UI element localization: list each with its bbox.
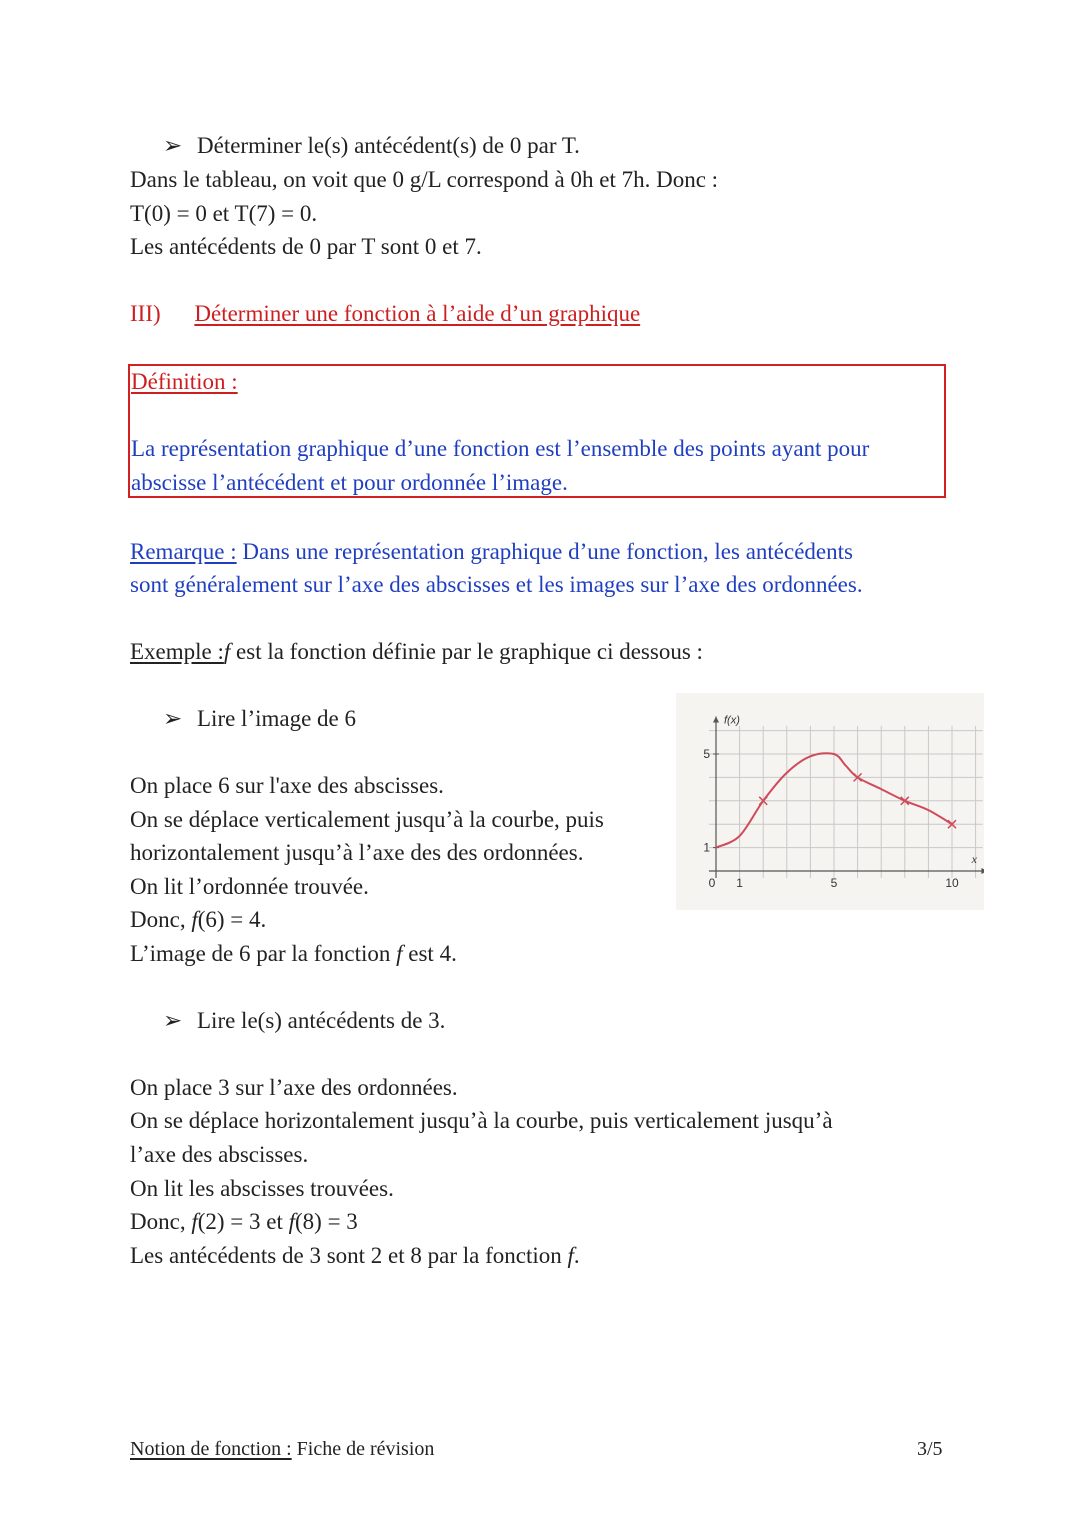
y-tick-label: 1 (703, 840, 710, 855)
y-axis-label: f(x) (724, 714, 740, 727)
function-name: f (567, 1243, 574, 1268)
paragraph-line: On se déplace horizontalement jusqu’à la courbe, puis verticalement jusqu’à (130, 1108, 833, 1133)
paragraph-line: Les antécédents de 0 par T sont 0 et 7. (130, 234, 482, 259)
x-tick-label: 1 (736, 876, 743, 890)
conclusion-prefix: L’image de 6 par la fonction (130, 941, 397, 966)
paragraph-line: On place 6 sur l'axe des abscisses. (130, 773, 444, 798)
function-name: f (191, 907, 198, 932)
conclusion-prefix: Les antécédents de 3 sont 2 et 8 par la fonction (130, 1243, 568, 1268)
function-name: f (396, 941, 403, 966)
section-title: Déterminer une fonction à l’aide d’un graphique (194, 301, 641, 326)
remark-line-1 (130, 535, 853, 569)
paragraph-line: Dans le tableau, on voit que 0 g/L correspond à 0h et 7h. Donc : (130, 167, 719, 192)
paragraph-line: horizontalement jusqu’à l’axe des des ordonnées. (130, 840, 584, 865)
footer-title-label: Notion de fonction : (130, 1438, 292, 1460)
function-graph (676, 693, 984, 910)
section-number: III) (130, 301, 161, 326)
result-middle: (2) = 3 et (197, 1209, 289, 1234)
function-name: f (191, 1209, 198, 1234)
footer-title (130, 1433, 434, 1467)
paragraph-line: T(0) = 0 et T(7) = 0. (130, 201, 318, 226)
paragraph-line: On lit les abscisses trouvées. (130, 1176, 394, 1201)
result-line (130, 1205, 358, 1239)
example-label: Exemple : (130, 639, 224, 664)
conclusion-line (130, 1239, 580, 1273)
paragraph-line: l’axe des abscisses. (130, 1142, 309, 1167)
paragraph-line: On lit l’ordonnée trouvée. (130, 874, 369, 899)
remark-label: Remarque : (130, 539, 237, 564)
axes (709, 714, 984, 878)
x-tick-label: 0 (708, 876, 716, 890)
remark-text: Dans une représentation graphique d’une fonction, les antécédents (236, 539, 853, 564)
conclusion-line (130, 937, 457, 971)
conclusion-rest: est 4. (402, 941, 457, 966)
arrow-bullet-icon: ➢ (163, 1008, 183, 1033)
paragraph-line: On se déplace verticalement jusqu’à la courbe, puis (130, 807, 604, 832)
paragraph-line: On place 3 sur l’axe des ordonnées. (130, 1075, 458, 1100)
x-axis-label: x (971, 852, 977, 866)
page-number: 3/5 (917, 1438, 943, 1460)
bullet-read-antecedent (163, 1004, 445, 1038)
definition-line: La représentation graphique d’une fonction est l’ensemble des points ayant pour (131, 436, 870, 461)
tick-labels (703, 747, 959, 890)
definition-label: Définition : (131, 369, 238, 394)
conclusion-rest: . (573, 1243, 580, 1268)
function-name: f (288, 1209, 295, 1234)
result-value: (8) = 3 (295, 1209, 358, 1234)
bullet-text: Lire le(s) antécédents de 3. (197, 1008, 446, 1033)
example-text: est la fonction définie par le graphique ci dessous : (230, 639, 703, 664)
bullet-read-image (163, 702, 356, 736)
function-name: f (223, 639, 231, 664)
graph-svg (676, 693, 984, 910)
y-axis-arrow-icon (713, 717, 719, 723)
definition-line: abscisse l’antécédent et pour ordonnée l’image. (131, 470, 568, 495)
bullet-text: Lire l’image de 6 (197, 706, 357, 731)
section-heading (130, 297, 640, 331)
bullet-text: Déterminer le(s) antécédent(s) de 0 par T. (197, 133, 580, 158)
result-prefix: Donc, (130, 907, 192, 932)
x-axis-arrow-icon (981, 868, 984, 874)
example-line (130, 635, 703, 669)
result-prefix: Donc, (130, 1209, 192, 1234)
bullet-antecedents-zero (163, 129, 580, 163)
result-line (130, 903, 266, 937)
result-value: (6) = 4. (197, 907, 267, 932)
x-tick-label: 5 (830, 876, 838, 890)
y-tick-label: 5 (703, 747, 710, 761)
arrow-bullet-icon: ➢ (163, 133, 183, 158)
footer-subtitle: Fiche de révision (291, 1438, 435, 1460)
x-tick-label: 10 (945, 876, 959, 890)
remark-line-2: sont généralement sur l’axe des abscisses et les images sur l’axe des ordonnées. (130, 572, 863, 597)
grid (709, 726, 983, 878)
arrow-bullet-icon: ➢ (163, 706, 183, 731)
